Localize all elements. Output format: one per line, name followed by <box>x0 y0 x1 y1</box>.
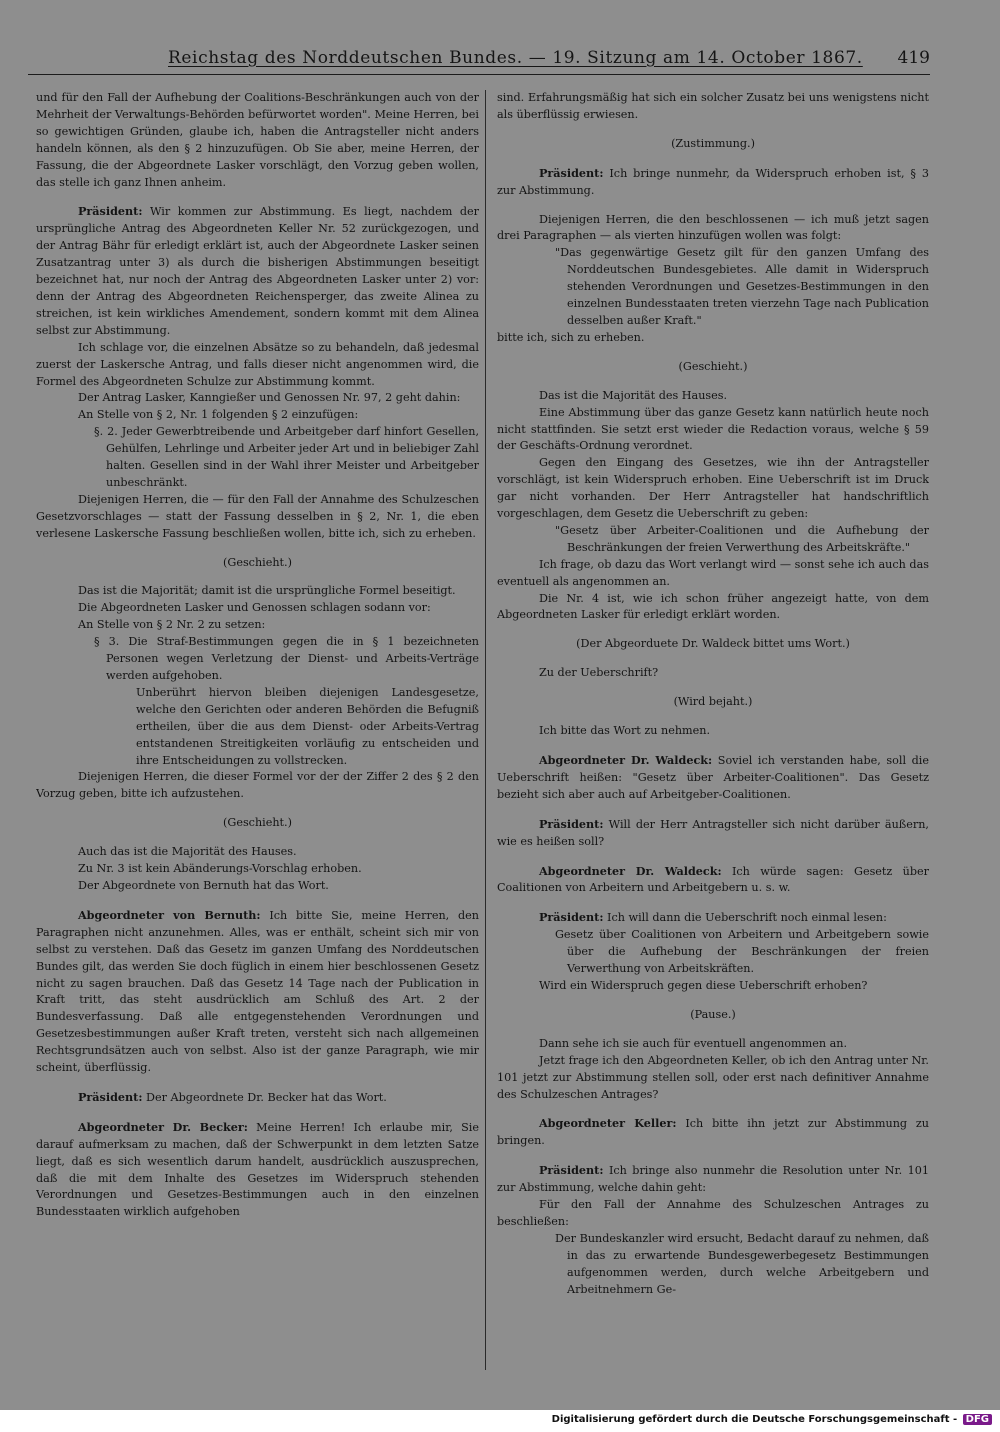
credit-text: Digitalisierung gefördert durch die Deutsche Forschungsgemeinschaft - <box>551 1414 958 1425</box>
speaker: Präsident: <box>539 910 604 925</box>
paragraph: Präsident: Ich will dann die Ueberschrift noch einmal lesen: <box>539 910 887 925</box>
paragraph: Präsident: Ich bringe nunmehr, da Widerspruch erhoben ist, § 3 zur Abstimmung. <box>497 165 929 197</box>
paragraph: Jetzt frage ich den Abgeordneten Keller, ob ich den Antrag unter Nr. 101 jetzt zur Abstimmung stellen soll, oder erst nach definitiver Annahme des Schulzeschen Antrages? <box>497 1053 929 1101</box>
paragraph: und für den Fall der Aufhebung der Coalitions-Beschränkungen auch von der Mehrheit der Verwaltungs-Behörden befürwortet worden". Meine Herren, bei so gewichtigen Gründen, glaube ich, haben die Antragsteller nicht anders handeln können, als den § 2 hinzuzufügen. Ob Sie aber, meine Herren, der Fassung, die der Abgeordnete Lasker vorschlägt, den Vorzug geben wollen, das stelle ich ganz Ihnen anheim. <box>36 91 479 189</box>
speaker: Präsident: <box>539 816 604 831</box>
paragraph: Abgeordneter Keller: Ich bitte ihn jetzt zur Abstimmung zu bringen. <box>497 1116 929 1148</box>
paragraph: Wird ein Widerspruch gegen diese Ueberschrift erhoben? <box>539 978 868 992</box>
paragraph: Auch das ist die Majorität des Hauses. <box>78 845 297 859</box>
paragraph: sind. Erfahrungsmäßig hat sich ein solcher Zusatz bei uns wenigstens nicht als überflüssig erwiesen. <box>497 91 929 121</box>
column-divider <box>485 90 486 1370</box>
paragraph: Abgeordneter Dr. Waldeck: Ich würde sagen: Gesetz über Coalitionen von Arbeitern und Arbeitgebern u. s. w. <box>497 863 929 895</box>
paragraph: Präsident: Der Abgeordnete Dr. Becker hat das Wort. <box>78 1089 387 1104</box>
speaker: Abgeordneter Dr. Waldeck: <box>539 753 713 767</box>
speaker: Abgeordneter Dr. Becker: <box>78 1119 248 1134</box>
paragraph: Abgeordneter Dr. Becker: Meine Herren! Ich erlaube mir, Sie darauf aufmerksam zu machen, daß der Schwerpunkt in dem letzten Satze liegt, daß es sich wesentlich darum handelt, ausdrücklich auszusprechen, daß die mit dem Inhalte des Gesetzes im Widerspruch stehenden Verordnungen und Gesetzes-Bestimmungen auch in den einzelnen Bundesstaaten wirklich aufgehoben <box>36 1119 479 1219</box>
quoted-paragraph: Der Bundeskanzler wird ersucht, Bedacht darauf zu nehmen, daß in das zu erwartende Bundesgewerbegesetz Bestimmungen aufgenommen werden, durch welche Arbeitgebern und Arbeitnehmern Ge- <box>555 1231 929 1296</box>
paragraph: Dann sehe ich sie auch für eventuell angenommen an. <box>539 1036 848 1050</box>
speaker: Abgeordneter Keller: <box>539 1116 677 1131</box>
right-column <box>497 90 929 1390</box>
stage-direction: (Der Abgeorduete Dr. Waldeck bittet ums Wort.) <box>576 637 850 651</box>
stage-direction: (Geschieht.) <box>223 555 292 569</box>
paragraph: Abgeordneter Dr. Waldeck: Soviel ich verstanden habe, soll die Ueberschrift heißen: "Gesetz über Arbeiter-Coalitionen". Das Gesetz bezieht sich aber auch auf Arbeitgeber-Coalitionen. <box>497 753 929 801</box>
paragraph: Der Abgeordnete von Bernuth hat das Wort. <box>78 878 329 892</box>
quoted-paragraph: "Das gegenwärtige Gesetz gilt für den ganzen Umfang des Norddeutschen Bundesgebietes. Alle damit in Widerspruch stehenden Verordnungen und Gesetzes-Bestimmungen in den einzelnen Bundesstaaten treten vierzehn Tage nach Publication desselben außer Kraft." <box>555 246 929 327</box>
page-header <box>28 44 930 75</box>
dfg-logo: DFG <box>963 1414 992 1425</box>
digitization-credit <box>552 1414 992 1425</box>
paragraph: bitte ich, sich zu erheben. <box>497 330 645 344</box>
paragraph: Für den Fall der Annahme des Schulzeschen Antrages zu beschließen: <box>497 1198 929 1228</box>
page-number: 419 <box>897 48 930 68</box>
page-header-title: Reichstag des Norddeutschen Bundes. — 19. Sitzung am 14. October 1867. <box>168 48 863 68</box>
speaker: Präsident: <box>539 165 604 180</box>
paragraph: Zu der Ueberschrift? <box>539 666 659 680</box>
speaker: Präsident: <box>539 1163 604 1178</box>
speaker: Abgeordneter Dr. Waldeck: <box>539 863 722 878</box>
paragraph: An Stelle von § 2, Nr. 1 folgenden § 2 einzufügen: <box>78 408 359 422</box>
paragraph: Gegen den Eingang des Gesetzes, wie ihn der Antragsteller vorschlägt, ist kein Widerspruch erhoben. Eine Ueberschrift ist im Druck gar nicht vorhanden. Der Herr Antragsteller hat handschriftlich vorgeschlagen, dem Gesetz die Ueberschrift zu geben: <box>497 456 929 521</box>
paragraph: Diejenigen Herren, die den beschlossenen — ich muß jetzt sagen drei Paragraphen — als vierten hinzufügen wollen was folgt: <box>497 212 929 243</box>
paragraph: Die Nr. 4 ist, wie ich schon früher angezeigt hatte, von dem Abgeordneten Lasker für erledigt erklärt worden. <box>497 591 929 622</box>
stage-direction: (Geschieht.) <box>678 359 748 373</box>
quoted-paragraph: §. 2. Jeder Gewerbtreibende und Arbeitgeber darf hinfort Gesellen, Gehülfen, Lehrlinge und Arbeiter jeder Art und in beliebiger Zahl halten. Gesellen sind in der Wahl ihrer Meister und Arbeitgeber unbeschränkt. <box>94 425 479 489</box>
quoted-paragraph: Gesetz über Coalitionen von Arbeitern und Arbeitgebern sowie über die Aufhebung der Beschränkungen der freien Verwerthung von Arbeitskräften. <box>555 928 929 976</box>
paragraph: Präsident: Will der Herr Antragsteller sich nicht darüber äußern, wie es heißen soll? <box>497 816 929 848</box>
quoted-paragraph: § 3. Die Straf-Bestimmungen gegen die in § 1 bezeichneten Personen wegen Verletzung der Dienst- und Arbeits-Verträge werden aufgehoben. <box>94 635 479 682</box>
paragraph: Präsident: Wir kommen zur Abstimmung. Es liegt, nachdem der ursprüngliche Antrag des Abgeordneten Keller Nr. 52 zurückgezogen, und der Antrag Bähr für erledigt erklärt ist, auch der Abgeordnete Lasker seinen Zusatzantrag unter 3) als durch die bisherigen Abstimmungen beseitigt bezeichnet hat, nur noch der Antrag des Abgeordneten Lasker unter 2) vor: denn der Antrag des Abgeordneten Reichensperger, das zweite Alinea zu streichen, ist kein wirkliches Amendement, sondern kommt mit dem Alinea selbst zur Abstimmung. <box>36 204 479 337</box>
paragraph: Das ist die Majorität; damit ist die ursprüngliche Formel beseitigt. <box>78 584 456 598</box>
paragraph: Ich frage, ob dazu das Wort verlangt wird — sonst sehe ich auch das eventuell als angenommen an. <box>497 557 929 588</box>
paragraph: Präsident: Ich bringe also nunmehr die Resolution unter Nr. 101 zur Abstimmung, welche dahin geht: <box>497 1163 929 1195</box>
paragraph: Ich bitte das Wort zu nehmen. <box>539 724 711 738</box>
paragraph: Diejenigen Herren, die dieser Formel vor der der Ziffer 2 des § 2 den Vorzug geben, bitte ich aufzustehen. <box>36 770 479 801</box>
paragraph: Der Antrag Lasker, Kanngießer und Genossen Nr. 97, 2 geht dahin: <box>78 391 461 405</box>
stage-direction: (Pause.) <box>690 1007 736 1021</box>
paragraph: Diejenigen Herren, die — für den Fall der Annahme des Schulzeschen Gesetzvorschlages — statt der Fassung desselben in § 2, Nr. 1, die eben verlesene Laskersche Fassung beschließen wollen, bitte ich, sich zu erheben. <box>36 492 479 540</box>
paragraph: An Stelle von § 2 Nr. 2 zu setzen: <box>78 618 266 632</box>
paragraph: Zu Nr. 3 ist kein Abänderungs-Vorschlag erhoben. <box>78 862 362 876</box>
paragraph: Ich schlage vor, die einzelnen Absätze so zu behandeln, daß jedesmal zuerst der Laskersche Antrag, und falls dieser nicht angenommen wird, die Formel des Abgeordneten Schulze zur Abstimmung kommt. <box>36 340 479 388</box>
quoted-paragraph: "Gesetz über Arbeiter-Coalitionen und die Aufhebung der Beschränkungen der freien Verwerthung des Arbeitskräfte." <box>555 523 929 554</box>
left-column <box>36 90 479 1390</box>
speaker: Abgeordneter von Bernuth: <box>78 907 261 922</box>
paragraph: Abgeordneter von Bernuth: Ich bitte Sie, meine Herren, den Paragraphen nicht anzunehmen. Alles, was er enthält, scheint sich mir von selbst zu verstehen. Daß das Gesetz im ganzen Umfang des Norddeutschen Bundes gilt, das werden Sie doch füglich in einem hier beschlossenen Gesetz nicht zu sagen brauchen. Daß das Gesetz 14 Tage nach der Publication in Kraft tritt, das steht ausdrücklich am Schluß des Art. 2 der Bundesverfassung. Daß alle entgegenstehenden Verordnungen und Gesetzesbestimmungen außer Kraft treten, versteht sich nach allgemeinen Rechtsgrundsätzen auch von selbst. Also ist der ganze Paragraph, wie mir scheint, überflüssig. <box>36 907 479 1075</box>
paragraph: Das ist die Majorität des Hauses. <box>539 388 728 402</box>
stage-direction: (Wird bejaht.) <box>673 695 753 709</box>
paragraph: Die Abgeordneten Lasker und Genossen schlagen sodann vor: <box>78 601 431 615</box>
speaker: Präsident: <box>78 1089 143 1104</box>
stage-direction: (Geschieht.) <box>223 816 292 830</box>
paragraph: Eine Abstimmung über das ganze Gesetz kann natürlich heute noch nicht stattfinden. Sie setzt erst wieder die Redaction voraus, welche § 59 der Geschäfts-Ordnung verordnet. <box>497 405 929 453</box>
quoted-paragraph: Unberührt hiervon bleiben diejenigen Landesgesetze, welche den Gerichten oder anderen Behörden die Befugniß ertheilen, über die aus dem Dienst- oder Arbeits-Vertrag entstandenen Streitigkeiten vorläufig zu entscheiden und ihre Entscheidungen zu vollstrecken. <box>136 685 479 767</box>
speaker: Präsident: <box>78 204 143 219</box>
stage-direction: (Zustimmung.) <box>671 136 755 150</box>
